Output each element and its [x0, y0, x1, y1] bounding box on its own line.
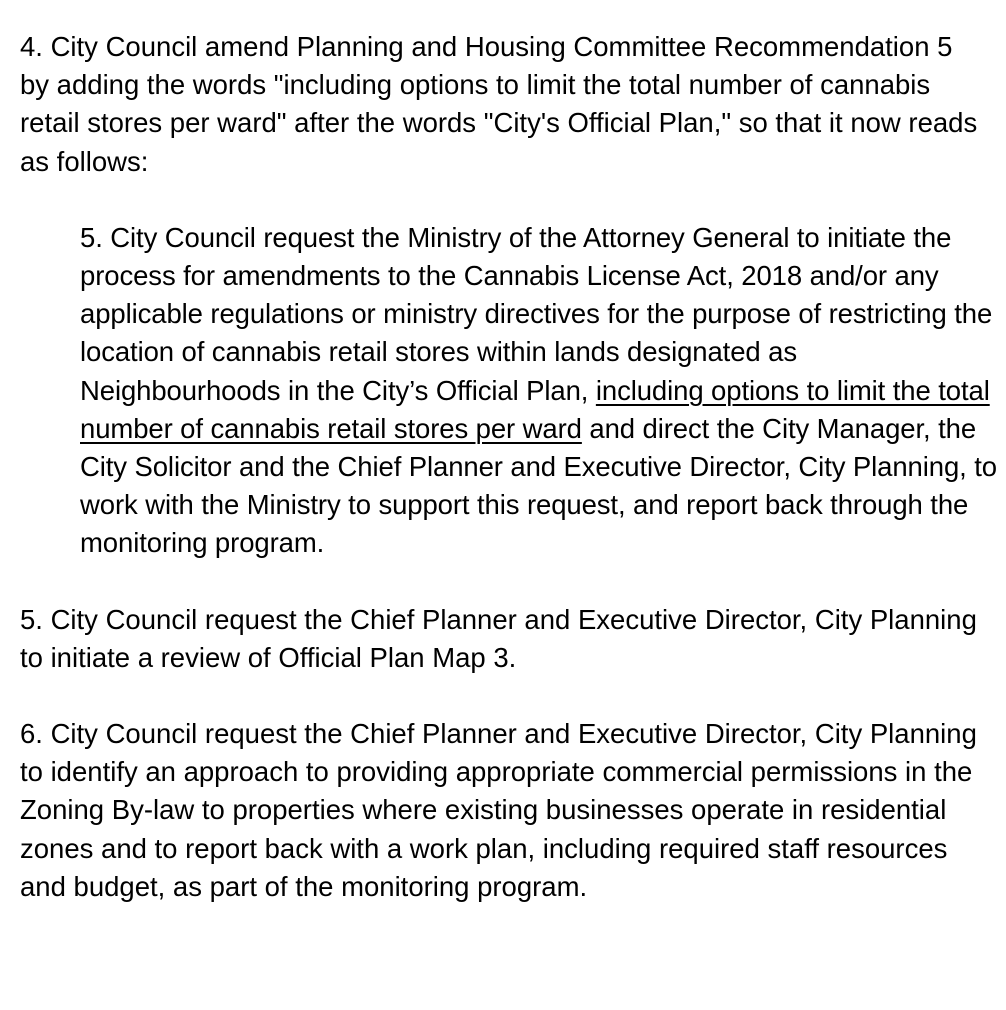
paragraph-spacer [20, 181, 1000, 219]
document-body [20, 28, 1000, 906]
amended-text-before: 5. City Council request the Ministry of the Attorney General to initiate the process for amendments to the Cannabis License Act, 2018 and/or any applicable regulations or ministry directives for the purpose of restricting the location of cannabis retail stores within lands designated as Neighbourhoods in the City’s Official Plan, [80, 221, 993, 406]
underlined-amendment: including options to limit the total number of cannabis retail stores per ward [80, 374, 990, 444]
amended-recommendation-5 [80, 219, 1000, 563]
motion-item-5: 5. City Council request the Chief Planner and Executive Director, City Planning to initiate a review of Official Plan Map 3. [20, 603, 977, 673]
paragraph-spacer [20, 563, 1000, 601]
motion-item-4: 4. City Council amend Planning and Housing Committee Recommendation 5 by adding the words "including options to limit the total number of cannabis retail stores per ward" after the words "City's Official Plan," so that it now reads as follows: [20, 31, 978, 177]
paragraph-spacer [20, 677, 1000, 715]
amended-text-after: and direct the City Manager, the City Solicitor and the Chief Planner and Executive Director, City Planning, to work with the Ministry to support this request, and report back through the monitoring program. [80, 412, 997, 559]
motion-item-6: 6. City Council request the Chief Planner and Executive Director, City Planning to identify an approach to providing appropriate commercial permissions in the Zoning By-law to properties where existing businesses operate in residential zones and to report back with a work plan, including required staff resources and budget, as part of the monitoring program. [20, 718, 977, 902]
